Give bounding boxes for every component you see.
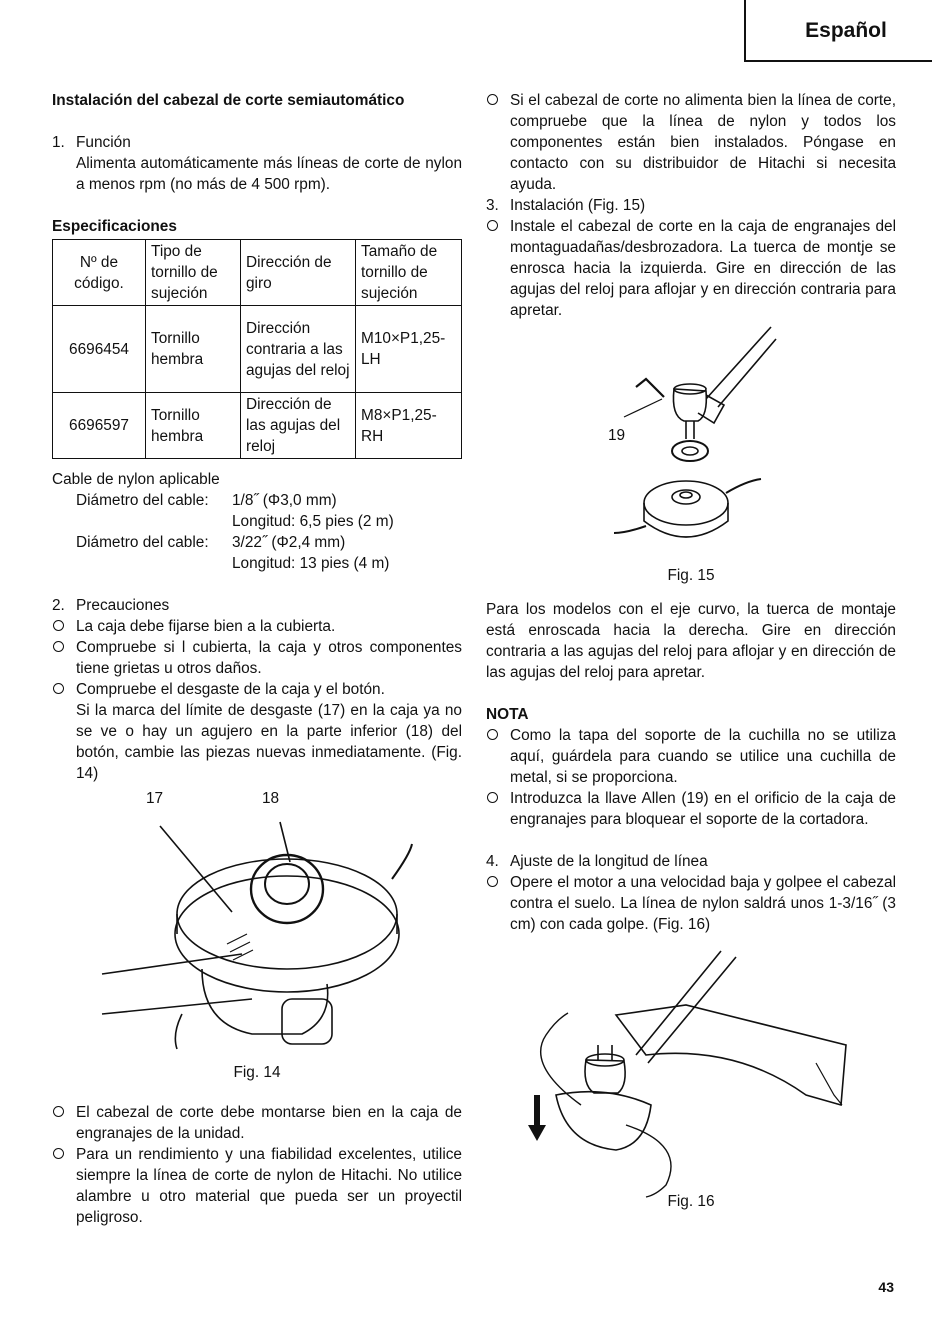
cable-title: Cable de nylon aplicable — [52, 471, 220, 488]
list-item: Como la tapa del soporte de la cuchilla no se utiliza aquí, guárdela para cuando se utilice una cuchilla de metal, si se proporciona. — [486, 725, 896, 788]
table-row — [53, 393, 462, 459]
list-item: Para un rendimiento y una fiabilidad excelentes, utilice siempre la línea de corte de nylon de Hitachi. No utilice alambre u otro material que pueda ser un proyectil peligroso. — [52, 1144, 462, 1228]
spec-title: Especificaciones — [52, 218, 177, 235]
circle-bullet-icon — [487, 220, 498, 231]
circle-bullet-icon — [487, 792, 498, 803]
list-item: Compruebe si l cubierta, la caja y otros componentes tiene grietas u otros daños. — [52, 637, 462, 679]
section-heading: Precauciones — [76, 597, 170, 614]
function-text: Alimenta automáticamente más líneas de corte de nylon a menos rpm (no más de 4 500 rpm). — [76, 155, 462, 193]
cable-diameter-2 — [52, 532, 462, 553]
circle-bullet-icon — [487, 94, 498, 105]
label-18: 18 — [262, 790, 280, 807]
label-17: 17 — [146, 790, 164, 807]
spec-table — [52, 239, 462, 459]
figure-caption: Fig. 14 — [233, 1064, 281, 1081]
figure-caption: Fig. 15 — [667, 567, 715, 584]
figure-14 — [52, 784, 462, 1084]
installation-illustration — [486, 321, 896, 567]
cable-length-1 — [52, 511, 462, 532]
table-cell: Tornillo hembra — [146, 393, 241, 459]
section-number: 3. — [486, 197, 499, 214]
table-cell: M10×P1,25-LH — [356, 306, 462, 393]
cable-diameter-1 — [52, 490, 462, 511]
section-3-heading — [486, 195, 896, 216]
cable-diameter-label: Diámetro del cable: — [76, 492, 209, 509]
cutting-head-wear-illustration — [52, 784, 462, 1060]
list-item: Introduzca la llave Allen (19) en el orificio de la caja de engranajes para bloquear el soporte de la cortadora. — [486, 788, 896, 830]
table-cell: Dirección contraria a las agujas del reloj — [241, 306, 356, 393]
right-column — [486, 90, 896, 1225]
cable-diameter-label: Diámetro del cable: — [76, 534, 209, 551]
curved-shaft-text: Para los modelos con el eje curvo, la tuerca de montaje está enroscada hacia la derecha. Gire en dirección contraria a las agujas del reloj para aflojar y en dirección de las agujas del reloj para apretar. — [486, 601, 896, 681]
section-2-heading — [52, 595, 462, 616]
figure-15 — [486, 321, 896, 589]
down-arrow-icon — [528, 1095, 546, 1141]
circle-bullet-icon — [53, 1106, 64, 1117]
cable-length-value: Longitud: 6,5 pies (2 m) — [232, 513, 394, 530]
table-cell: M8×P1,25-RH — [356, 393, 462, 459]
table-header-cell: Tamaño de tornillo de sujeción — [356, 240, 462, 306]
cable-length-2 — [52, 553, 462, 574]
figure-16 — [486, 945, 896, 1225]
section-heading: Instalación (Fig. 15) — [510, 197, 646, 214]
line-adjust-illustration — [486, 945, 896, 1201]
table-cell: 6696597 — [53, 393, 146, 459]
circle-bullet-icon — [53, 641, 64, 652]
table-header-cell: Nº de código. — [53, 240, 146, 306]
list-item: La caja debe fijarse bien a la cubierta. — [52, 616, 462, 637]
list-item: El cabezal de corte debe montarse bien en la caja de engranajes de la unidad. — [52, 1102, 462, 1144]
table-cell: Dirección de las agujas del reloj — [241, 393, 356, 459]
section-heading: Ajuste de la longitud de línea — [510, 853, 708, 870]
section-number: 4. — [486, 853, 499, 870]
list-item: Si el cabezal de corte no alimenta bien la línea de corte, compruebe que la línea de nylon y todos los componentes están bien instalados. Póngase en contacto con su distribuidor de Hitachi si necesita ayuda. — [486, 90, 896, 195]
section-number: 1. — [52, 134, 65, 151]
table-header-cell: Dirección de giro — [241, 240, 356, 306]
cable-diameter-value: 1/8˝ (Φ3,0 mm) — [232, 492, 337, 509]
table-header-cell: Tipo de tornillo de sujeción — [146, 240, 241, 306]
wear-limit-text: Si la marca del límite de desgaste (17) en la caja ya no se ve o hay un agujero en la parte inferior (18) del botón, cambie las piezas nuevas inmediatamente. (Fig. 14) — [76, 702, 462, 782]
list-item: Opere el motor a una velocidad baja y golpee el cabezal contra el suelo. La línea de nylon saldrá unos 1-3/16˝ (3 cm) con cada golpe. (Fig. 16) — [486, 872, 896, 935]
circle-bullet-icon — [487, 876, 498, 887]
circle-bullet-icon — [53, 683, 64, 694]
left-column — [52, 90, 462, 1228]
section-heading: Función — [76, 134, 131, 151]
circle-bullet-icon — [487, 729, 498, 740]
section-number: 2. — [52, 597, 65, 614]
cable-length-value: Longitud: 13 pies (4 m) — [232, 555, 390, 572]
table-cell: Tornillo hembra — [146, 306, 241, 393]
table-row — [53, 306, 462, 393]
table-cell: 6696454 — [53, 306, 146, 393]
list-item: Instale el cabezal de corte en la caja de engranajes del montaguadañas/desbrozadora. La tuerca de montje se enrosca hacia la izquierda. Gire en dirección de las agujas del reloj para aflojar y en dirección contraria para apretar. — [486, 216, 896, 321]
circle-bullet-icon — [53, 620, 64, 631]
page-number: 43 — [878, 1279, 894, 1295]
label-19: 19 — [608, 427, 626, 444]
language-label: Español — [805, 18, 887, 42]
section-4-heading — [486, 851, 896, 872]
figure-caption: Fig. 16 — [667, 1193, 715, 1210]
section-title: Instalación del cabezal de corte semiautomático — [52, 92, 405, 109]
table-header-row — [53, 240, 462, 306]
list-item: Compruebe el desgaste de la caja y el botón. — [52, 679, 462, 700]
cable-diameter-value: 3/22˝ (Φ2,4 mm) — [232, 534, 346, 551]
circle-bullet-icon — [53, 1148, 64, 1159]
nota-title: NOTA — [486, 706, 529, 723]
section-1-heading — [52, 132, 462, 153]
language-tab — [744, 0, 932, 62]
